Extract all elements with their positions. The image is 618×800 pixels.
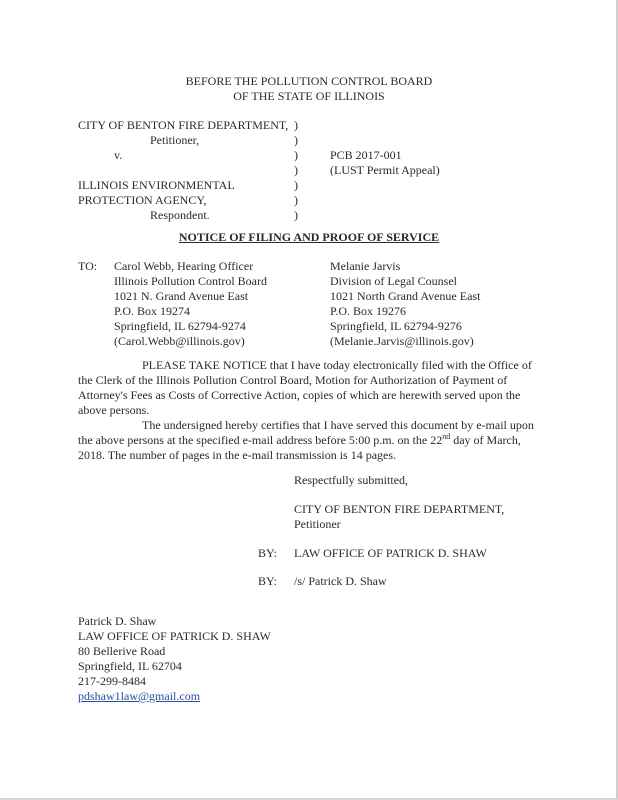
to-label: TO: <box>78 259 98 273</box>
attorney-name: Patrick D. Shaw <box>78 614 157 628</box>
recipient-1 <box>114 259 267 349</box>
signatory-role: Petitioner <box>294 517 341 531</box>
by-label-1: BY: <box>258 546 277 560</box>
paren-1: ) <box>294 118 298 132</box>
by-label-2: BY: <box>258 574 277 588</box>
respondent-name-line2: PROTECTION AGENCY, <box>78 193 207 207</box>
recipient-2-line: Melanie Jarvis <box>330 259 401 273</box>
petitioner-label: Petitioner, <box>150 133 200 147</box>
court-jurisdiction: OF THE STATE OF ILLINOIS <box>233 89 385 103</box>
recipient-1-line: Springfield, IL 62794-9274 <box>114 319 246 333</box>
petitioner-name: CITY OF BENTON FIRE DEPARTMENT, <box>78 118 289 132</box>
by-firm: LAW OFFICE OF PATRICK D. SHAW <box>294 546 487 560</box>
attorney-block <box>78 614 271 704</box>
attorney-firm: LAW OFFICE OF PATRICK D. SHAW <box>78 629 271 643</box>
attorney-phone: 217-299-8484 <box>78 674 146 688</box>
certification-paragraph <box>78 418 548 463</box>
signatory-party: CITY OF BENTON FIRE DEPARTMENT, <box>294 502 505 516</box>
recipient-2-line: 1021 North Grand Avenue East <box>330 289 481 303</box>
court-name: BEFORE THE POLLUTION CONTROL BOARD <box>185 74 433 88</box>
recipient-1-line: P.O. Box 19274 <box>114 304 191 318</box>
recipient-1-line: 1021 N. Grand Avenue East <box>114 289 249 303</box>
caption-parentheses <box>294 118 298 223</box>
recipient-1-line: Illinois Pollution Control Board <box>114 274 268 288</box>
respondent-name-line1: ILLINOIS ENVIRONMENTAL <box>78 178 235 192</box>
notice-paragraph <box>78 358 548 418</box>
paren-6: ) <box>294 193 298 207</box>
case-type: (LUST Permit Appeal) <box>330 163 440 177</box>
certification-text-a: The undersigned hereby certifies that I have served this document by e-mail upon the above persons at the specified e-mail address before 5:00 p.m. on the 22 <box>78 418 534 447</box>
versus-label: v. <box>114 148 123 162</box>
respondent-label: Respondent. <box>150 208 210 222</box>
electronic-signature: /s/ Patrick D. Shaw <box>294 574 387 588</box>
recipient-2-line: Springfield, IL 62794-9276 <box>330 319 462 333</box>
recipient-2-email: (Melanie.Jarvis@illinois.gov) <box>330 334 474 348</box>
caption-spacer <box>78 163 288 178</box>
paren-4: ) <box>294 163 298 177</box>
recipient-2-line: P.O. Box 19276 <box>330 304 407 318</box>
attorney-city: Springfield, IL 62704 <box>78 659 182 673</box>
recipient-1-line: Carol Webb, Hearing Officer <box>114 259 254 273</box>
recipient-2-line: Division of Legal Counsel <box>330 274 457 288</box>
attorney-email-link[interactable]: pdshaw1law@gmail.com <box>78 689 201 703</box>
paren-2: ) <box>294 133 298 147</box>
caption-parties <box>78 118 288 223</box>
paren-5: ) <box>294 178 298 192</box>
closing: Respectfully submitted, <box>294 473 408 487</box>
paren-7: ) <box>294 208 298 222</box>
recipient-2 <box>330 259 480 349</box>
case-info <box>330 148 440 178</box>
attorney-street: 80 Bellerive Road <box>78 644 166 658</box>
case-number: PCB 2017-001 <box>330 148 402 162</box>
recipient-1-email: (Carol.Webb@illinois.gov) <box>114 334 245 348</box>
paren-3: ) <box>294 148 298 162</box>
certification-text-b: day of March, 2018. The number of pages in the e-mail transmission is 14 pages. <box>78 433 521 462</box>
notice-title: NOTICE OF FILING AND PROOF OF SERVICE <box>178 230 440 244</box>
ordinal-suffix: nd <box>442 432 451 441</box>
notice-paragraph-text: PLEASE TAKE NOTICE that I have today electronically filed with the Office of the Clerk of the Illinois Pollution Control Board, Motion for Authorization of Payment of Attorney's Fees as Costs of Corrective Action, copies of which are herewith served upon the above persons. <box>78 358 532 417</box>
